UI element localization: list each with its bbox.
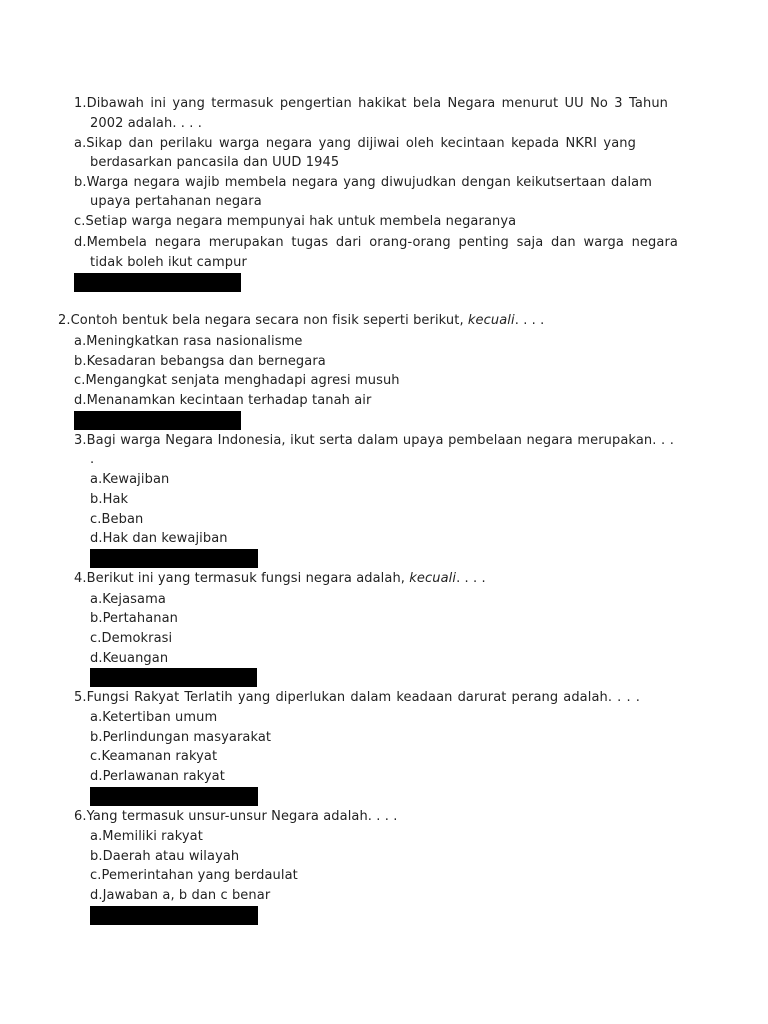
question-5-option-d: d.Perlawanan rakyat bbox=[90, 769, 225, 784]
question-2-stem bbox=[58, 312, 544, 330]
question-2-option-c: c.Mengangkat senjata menghadapi agresi musuh bbox=[74, 373, 400, 388]
question-3-option-a: a.Kewajiban bbox=[90, 472, 170, 487]
question-2-stem-text: 2.Contoh bentuk bela negara secara non fisik seperti berikut, bbox=[58, 313, 468, 328]
question-6-option-d: d.Jawaban a, b dan c benar bbox=[90, 888, 271, 903]
question-2-option-a: a.Meningkatkan rasa nasionalisme bbox=[74, 334, 303, 349]
question-6-option-b: b.Daerah atau wilayah bbox=[90, 849, 240, 864]
question-2-stem-end: . . . . bbox=[514, 313, 545, 328]
question-3-option-c: c.Beban bbox=[90, 512, 144, 527]
question-1-option-b-line-1: b.Warga negara wajib membela negara yang diwujudkan dengan keikutsertaan dalam bbox=[74, 175, 652, 190]
question-1-option-a-line-2: berdasarkan pancasila dan UUD 1945 bbox=[90, 155, 340, 170]
question-4-stem bbox=[74, 570, 486, 588]
redacted-answer-4 bbox=[90, 668, 257, 687]
question-6-stem: 6.Yang termasuk unsur-unsur Negara adalah. . . . bbox=[74, 809, 398, 824]
question-5-option-b: b.Perlindungan masyarakat bbox=[90, 730, 272, 745]
question-1-option-d-line-2: tidak boleh ikut campur bbox=[90, 255, 247, 270]
question-1-stem-line-2: 2002 adalah. . . . bbox=[90, 116, 202, 131]
question-2-option-b: b.Kesadaran bebangsa dan bernegara bbox=[74, 354, 326, 369]
question-6-option-a: a.Memiliki rakyat bbox=[90, 829, 203, 844]
question-1-option-c: c.Setiap warga negara mempunyai hak untuk membela negaranya bbox=[74, 214, 517, 229]
redacted-answer-2 bbox=[74, 411, 241, 430]
redacted-answer-6 bbox=[90, 906, 258, 925]
question-1-option-b-line-2: upaya pertahanan negara bbox=[90, 194, 262, 209]
question-4-stem-text: 4.Berikut ini yang termasuk fungsi negara adalah, bbox=[74, 571, 410, 586]
question-5-option-a: a.Ketertiban umum bbox=[90, 710, 218, 725]
question-3-option-d: d.Hak dan kewajiban bbox=[90, 531, 228, 546]
question-4-stem-end: . . . . bbox=[456, 571, 486, 586]
question-2-option-d: d.Menanamkan kecintaan terhadap tanah air bbox=[74, 393, 372, 408]
question-6-option-c: c.Pemerintahan yang berdaulat bbox=[90, 868, 298, 883]
question-4-option-a: a.Kejasama bbox=[90, 592, 166, 607]
redacted-answer-3 bbox=[90, 549, 258, 568]
question-1-option-a-line-1: a.Sikap dan perilaku warga negara yang dijiwai oleh kecintaan kepada NKRI yang bbox=[74, 136, 636, 151]
redacted-answer-5 bbox=[90, 787, 258, 806]
question-4-option-c: c.Demokrasi bbox=[90, 631, 173, 646]
question-4-stem-emphasis: kecuali bbox=[409, 571, 457, 586]
question-5-stem: 5.Fungsi Rakyat Terlatih yang diperlukan dalam keadaan darurat perang adalah. . . . bbox=[74, 690, 640, 705]
question-1-stem-line-1: 1.Dibawah ini yang termasuk pengertian hakikat bela Negara menurut UU No 3 Tahun bbox=[74, 96, 668, 111]
redacted-answer-1 bbox=[74, 273, 241, 292]
question-2-stem-emphasis: kecuali bbox=[467, 313, 515, 328]
question-4-option-b: b.Pertahanan bbox=[90, 611, 179, 626]
question-5-option-c: c.Keamanan rakyat bbox=[90, 749, 218, 764]
question-3-stem-line-1: 3.Bagi warga Negara Indonesia, ikut serta dalam upaya pembelaan negara merupakan. . . bbox=[74, 433, 674, 448]
question-1-option-d-line-1: d.Membela negara merupakan tugas dari orang-orang penting saja dan warga negara bbox=[74, 235, 678, 250]
question-3-option-b: b.Hak bbox=[90, 492, 129, 507]
question-3-stem-line-2: . bbox=[90, 452, 95, 467]
question-4-option-d: d.Keuangan bbox=[90, 651, 169, 666]
